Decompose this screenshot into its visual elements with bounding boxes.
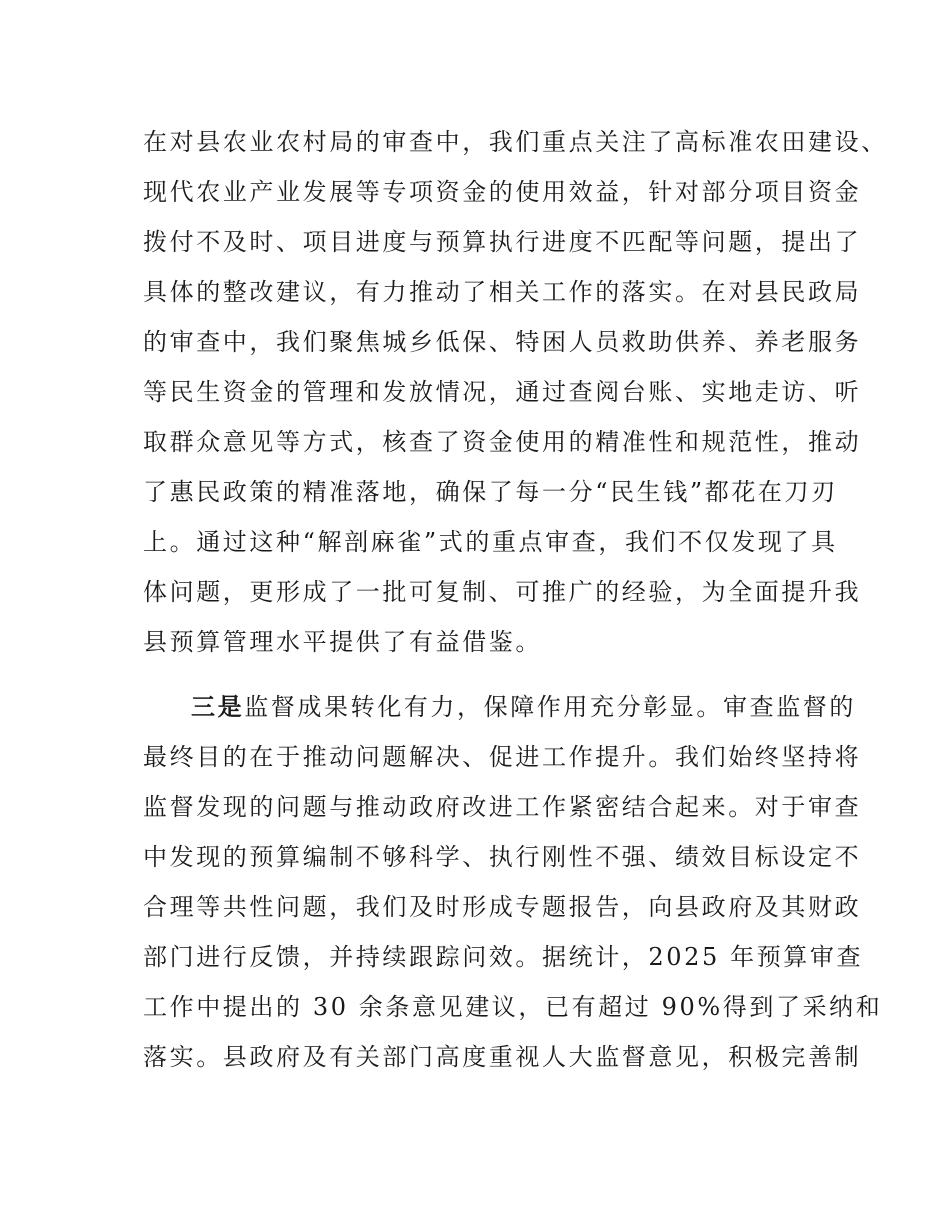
paragraph-2-line-1 <box>191 691 856 723</box>
paragraph-2-line-6: 部门进行反馈，并持续跟踪问效。据统计，2025 年预算审查 <box>143 943 864 971</box>
paragraph-1-line-10: 体问题，更形成了一批可复制、可推广的经验，为全面提升我 <box>143 578 862 606</box>
paragraph-1-line-7: 取群众意见等方式，核查了资金使用的精准性和规范性，推动 <box>143 428 862 456</box>
paragraph-1-line-4: 具体的整改建议，有力推动了相关工作的落实。在对县民政局 <box>143 278 862 306</box>
paragraph-1-line-1: 在对县农业农村局的审查中，我们重点关注了高标准农田建设、 <box>143 128 888 156</box>
paragraph-2-lead: 三是 <box>191 692 245 721</box>
paragraph-1-line-3: 拨付不及时、项目进度与预算执行进度不匹配等问题，提出了 <box>143 228 862 256</box>
paragraph-1-line-8: 了惠民政策的精准落地，确保了每一分“民生钱”都花在刀刃 <box>143 478 838 506</box>
paragraph-1-line-2: 现代农业产业发展等专项资金的使用效益，针对部分项目资金 <box>143 178 862 206</box>
paragraph-2-line-2: 最终目的在于推动问题解决、促进工作提升。我们始终坚持将 <box>143 743 862 771</box>
paragraph-1-line-5: 的审查中，我们聚焦城乡低保、特困人员救助供养、养老服务 <box>143 328 862 356</box>
paragraph-1-line-6: 等民生资金的管理和发放情况，通过查阅台账、实地走访、听 <box>143 378 862 406</box>
paragraph-2-line-3: 监督发现的问题与推动政府改进工作紧密结合起来。对于审查 <box>143 793 862 821</box>
paragraph-1-line-9: 上。通过这种“解剖麻雀”式的重点审查，我们不仅发现了具 <box>143 528 838 556</box>
paragraph-2-line-4: 中发现的预算编制不够科学、执行刚性不强、绩效目标设定不 <box>143 843 862 871</box>
paragraph-1-line-11: 县预算管理水平提供了有益借鉴。 <box>143 628 542 656</box>
paragraph-2-line-8: 落实。县政府及有关部门高度重视人大监督意见，积极完善制 <box>143 1043 862 1071</box>
paragraph-2-line-1-text: 监督成果转化有力，保障作用充分彰显。审查监督的 <box>244 693 857 721</box>
paragraph-2-line-5: 合理等共性问题，我们及时形成专题报告，向县政府及其财政 <box>143 893 862 921</box>
paragraph-2-line-7: 工作中提出的 30 余条意见建议，已有超过 90%得到了采纳和 <box>143 993 883 1021</box>
